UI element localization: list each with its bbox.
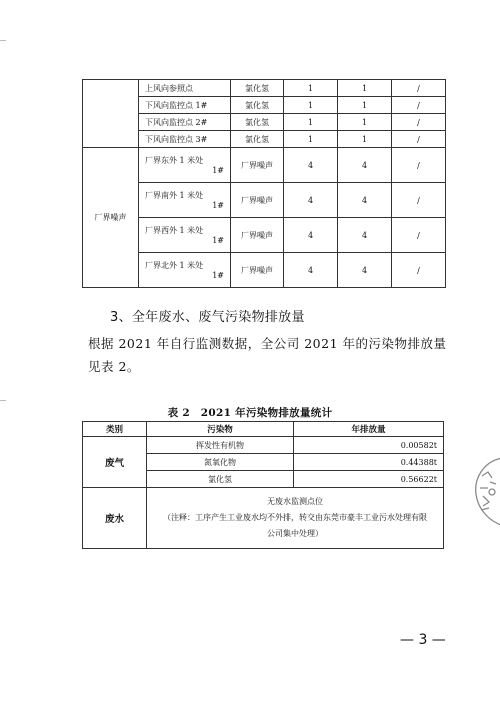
monitor-point: 下风向监控点 3# bbox=[139, 131, 231, 148]
value-cell: 1 bbox=[338, 80, 392, 97]
value-cell: 1 bbox=[284, 114, 338, 131]
monitor-item: 厂界噪声 bbox=[231, 183, 284, 218]
value-cell: 4 bbox=[338, 253, 392, 288]
monitor-item: 氯化氢 bbox=[231, 114, 284, 131]
emission-table bbox=[82, 421, 444, 549]
body-paragraph: 根据 2021 年自行监测数据，全公司 2021 年的污染物排放量 bbox=[88, 336, 447, 351]
value-cell: 1 bbox=[284, 131, 338, 148]
group-cell-empty bbox=[83, 80, 139, 148]
page-number: — 3 — bbox=[400, 632, 446, 648]
value-cell: 1 bbox=[284, 80, 338, 97]
value-cell: 1 bbox=[338, 97, 392, 114]
scan-edge-mark bbox=[0, 40, 6, 41]
seal-star bbox=[489, 489, 495, 495]
value-cell: / bbox=[392, 131, 446, 148]
amount-cell: 0.56622t bbox=[294, 471, 444, 488]
monitoring-table bbox=[82, 79, 446, 288]
monitor-item: 氯化氢 bbox=[231, 97, 284, 114]
monitor-point: 厂界西外 1 米处 1# bbox=[139, 218, 231, 253]
value-cell: 1 bbox=[338, 114, 392, 131]
wastewater-note-line: （注释：工序产生工业废水均不外排，转交由东莞市豪丰工业污水处理有限 bbox=[163, 513, 427, 522]
monitor-point: 下风向监控点 2# bbox=[139, 114, 231, 131]
monitor-point: 上风向参照点 bbox=[139, 80, 231, 97]
monitor-item: 厂界噪声 bbox=[231, 253, 284, 288]
wastewater-note-cell bbox=[147, 488, 444, 549]
value-cell: 4 bbox=[284, 183, 338, 218]
monitor-point: 厂界南外 1 米处 1# bbox=[139, 183, 231, 218]
table-row bbox=[83, 437, 444, 454]
column-header: 类别 bbox=[83, 422, 147, 437]
table-row bbox=[83, 148, 446, 183]
value-cell: 4 bbox=[284, 218, 338, 253]
value-cell: / bbox=[392, 97, 446, 114]
monitor-item: 氯化氢 bbox=[231, 80, 284, 97]
value-cell: 4 bbox=[284, 253, 338, 288]
column-header: 年排放量 bbox=[294, 422, 444, 437]
monitor-item: 氯化氢 bbox=[231, 131, 284, 148]
pollutant-cell: 挥发性有机物 bbox=[147, 437, 294, 454]
value-cell: / bbox=[392, 80, 446, 97]
value-cell: 4 bbox=[284, 148, 338, 183]
monitor-point: 下风向监控点 1# bbox=[139, 97, 231, 114]
table-row bbox=[83, 488, 444, 549]
value-cell: / bbox=[392, 218, 446, 253]
monitor-point: 厂界北外 1 米处 1# bbox=[139, 253, 231, 288]
amount-cell: 0.44388t bbox=[294, 454, 444, 471]
section-heading: 3、全年废水、废气污染物排放量 bbox=[110, 310, 305, 325]
value-cell: / bbox=[392, 114, 446, 131]
monitor-point: 厂界东外 1 米处 1# bbox=[139, 148, 231, 183]
value-cell: / bbox=[392, 148, 446, 183]
table-header-row bbox=[83, 422, 444, 437]
pollutant-cell: 氮氧化物 bbox=[147, 454, 294, 471]
seal-ring-arc bbox=[476, 458, 500, 526]
value-cell: / bbox=[392, 183, 446, 218]
value-cell: / bbox=[392, 253, 446, 288]
body-paragraph-continued: 见表 2。 bbox=[88, 359, 140, 374]
wastewater-note-line: 公司集中处理） bbox=[267, 529, 323, 538]
monitor-item: 厂界噪声 bbox=[231, 148, 284, 183]
company-seal-stamp bbox=[468, 452, 500, 532]
category-cell: 废水 bbox=[83, 488, 147, 549]
column-header: 污染物 bbox=[147, 422, 294, 437]
table-row bbox=[83, 80, 446, 97]
table-caption: 表 2 2021 年污染物排放量统计 bbox=[167, 407, 333, 419]
value-cell: 1 bbox=[338, 131, 392, 148]
value-cell: 4 bbox=[338, 148, 392, 183]
value-cell: 4 bbox=[338, 218, 392, 253]
pollutant-cell: 氯化氢 bbox=[147, 471, 294, 488]
amount-cell: 0.00582t bbox=[294, 437, 444, 454]
value-cell: 4 bbox=[338, 183, 392, 218]
scan-edge-mark bbox=[0, 400, 6, 401]
noise-group-label: 厂界噪声 bbox=[83, 148, 139, 288]
wastewater-note-line: 无废水监测点位 bbox=[267, 497, 323, 506]
value-cell: 1 bbox=[284, 97, 338, 114]
category-cell: 废气 bbox=[83, 437, 147, 488]
monitor-item: 厂界噪声 bbox=[231, 218, 284, 253]
seal-glyph-strokes bbox=[480, 472, 496, 510]
